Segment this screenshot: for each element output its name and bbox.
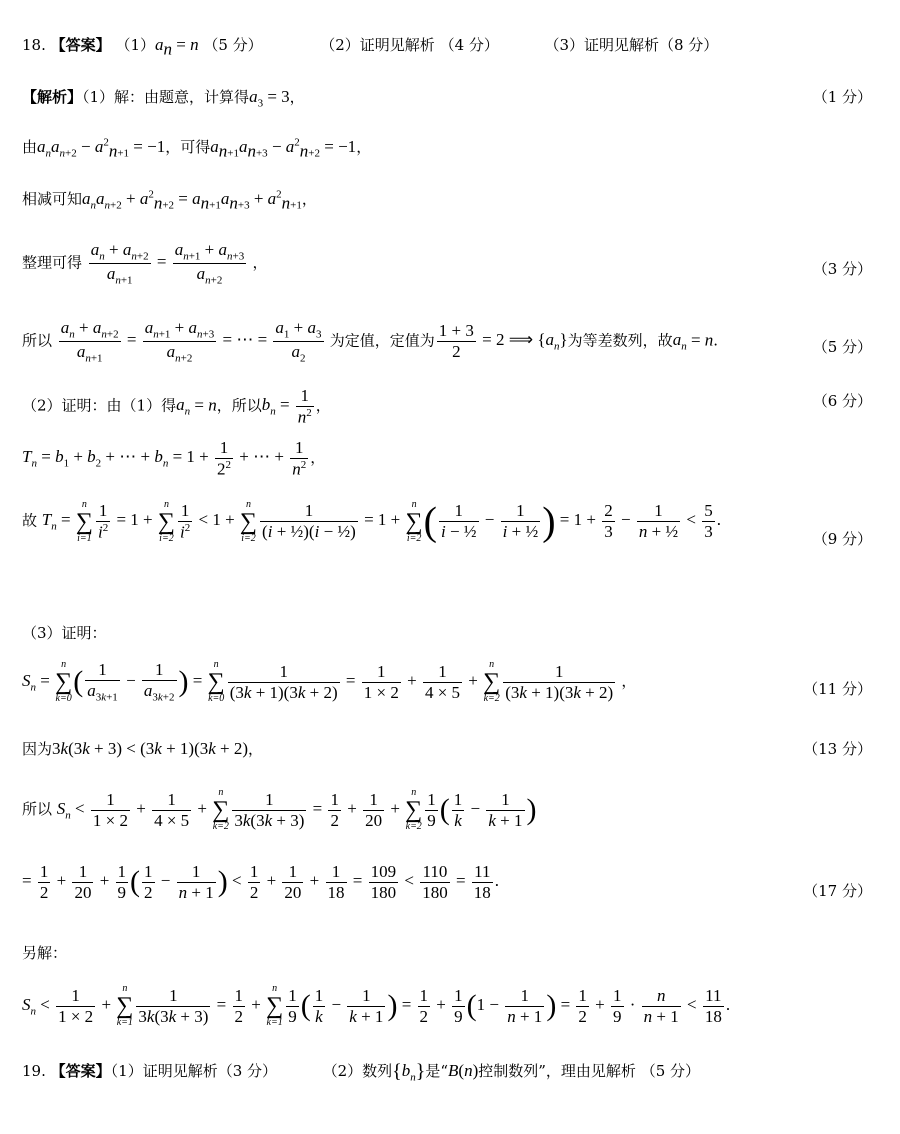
- formula-sn: $S_n$ = n ∑ k=0 ( $\frac{1}{a_{3k+1}}$ − $\frac{1}{a_{3k+2}}$ ) = n ∑ k=0 $\frac{1}{(3k + 1)(3k + 2)}$ = $\frac{1}{1 \times 2}$ + $\frac{1}{4 \times 5}$ + n ∑ k=2 $\frac{1}{(3k + 1)(3k + 2)}$: [22, 659, 614, 704]
- formula-constant-ratio: $\frac{a_n + a_{n+2}}{a_{n+1}}$ = $\frac{a_{n+1} + a_{n+3}}{a_{n+2}}$ = ⋯ = $\frac{a_1 + a_3}{a_2}$: [60, 318, 322, 365]
- analysis-text: 控制数列”，理由见解析: [478, 1062, 636, 1080]
- formula-sn-bound: $S_n$ < $\frac{1}{1 \times 2}$ + $\frac{1}{4 \times 5}$ + n ∑ k=2 $\frac{1}{3k(3k + 3)}$ = $\frac{1}{2}$ + $\frac{1}{20}$ + n ∑ k=2 $\frac{1}{9}$ ( $\frac{1}{k}$ − $\frac{1}{k + 1}$ ): [56, 787, 537, 832]
- analysis-text: ，所以: [216, 396, 262, 415]
- score-label: （3 分）: [812, 260, 872, 278]
- formula-an-eq-n: $a_n = n$: [176, 395, 217, 418]
- formula-tn-sum: $T_n = b_1 + b_2$ + ⋯ + $b_n = 1$ + $\frac{1}{2^2}$ + ⋯ + $\frac{1}{n^2}$: [22, 438, 307, 479]
- analysis-text: 为等差数列，故: [567, 331, 673, 350]
- analysis-text: 因为: [22, 740, 53, 758]
- analysis-line-7: $T_n = b_1 + b_2$ + ⋯ + $b_n = 1$ + $\frac{1}{2^2}$ + ⋯ + $\frac{1}{n^2}$ ，: [22, 438, 326, 479]
- formula-tn-bound: $T_n$ = n ∑ i=1 $\frac{1}{i^2}$ = 1 + n ∑ i=2 $\frac{1}{i^2}$ < 1 + n ∑ i=2 $\frac{1}{\text{(i + ½)(i − ½)}}$ = 1 + n ∑ i=2 ( $\frac{1}{\text{i − ½}}$ − $\frac{1}{\text{i + ½}}$ ) = 1 + $\frac{2}{3}$ − $\frac{1}{\text{n + ½}}$ < $\frac{5}{3}$ .: [41, 498, 722, 544]
- answer-part2-score: （4 分）: [439, 36, 499, 54]
- q18-number: 18.: [22, 36, 46, 54]
- analysis-text: 另解：: [22, 944, 68, 962]
- analysis-text: 所以: [22, 799, 53, 818]
- score-label: （1 分）: [812, 88, 872, 106]
- formula-ratio: $\frac{a_n + a_{n+2}}{a_{n+1}}$ = $\frac{a_{n+1} + a_{n+3}}{a_{n+2}}$: [90, 240, 245, 287]
- q19-answer-line: [22, 1060, 872, 1084]
- analysis-text: 所以: [22, 331, 53, 350]
- formula-bn-set: $\{b_n\}$: [392, 1060, 426, 1084]
- q19-answer-part1: （1）证明见解析（3 分）: [110, 1062, 278, 1080]
- q18-answer-line: [22, 34, 872, 59]
- analysis-line-2: 由$a_na_{n+2} - a^2_{n+1} = -1$，可得$a_{n+1}a_{n+3} - a^2_{n+2} = -1$，: [22, 136, 372, 161]
- analysis-text: 是“: [425, 1062, 449, 1080]
- answer-part3: （3）证明见解析（8 分）: [544, 36, 719, 54]
- analysis-text: 为定值，定值为: [329, 331, 435, 350]
- analysis-line-10: $S_n$ = n ∑ k=0 ( $\frac{1}{a_{3k+1}}$ − $\frac{1}{a_{3k+2}}$ ) = n ∑ k=0 $\frac{1}{(3k + 1)(3k + 2)}$ = $\frac{1}{1 \times 2}$ + $\frac{1}{4 \times 5}$ + n ∑ k=2 $\frac{1}{(3k + 1)(3k + 2)}$ ， （11 分）: [22, 659, 872, 704]
- analysis-text: ，可得: [165, 138, 211, 156]
- score-label: （6 分）: [812, 392, 872, 410]
- score-label: （11 分）: [803, 680, 872, 698]
- score-label: （17 分）: [803, 882, 872, 900]
- analysis-text: 相减可知: [22, 190, 83, 208]
- analysis-line-15: [22, 984, 872, 1028]
- analysis-line-9: [22, 622, 872, 643]
- formula-inequality: 3k(3k + 3) < (3k + 1)(3k + 2): [52, 739, 249, 758]
- answer-tag: 【答案】: [50, 1062, 111, 1080]
- formula-final-bound: = $\frac{1}{2}$ + $\frac{1}{20}$ + $\frac{1}{9}$ ( $\frac{1}{2}$ − $\frac{1}{n + 1}$ ) < $\frac{1}{2}$ + $\frac{1}{20}$ + $\frac{1}{18}$ = $\frac{109}{180}$ < $\frac{110}{180}$ = $\frac{11}{18}$ .: [22, 862, 500, 902]
- formula-an-eq-n: $a_n = n$: [154, 35, 199, 59]
- analysis-line-8: [22, 498, 872, 548]
- analysis-text: （1）解：由题意，计算得: [82, 88, 250, 106]
- analysis-line-14: [22, 942, 872, 963]
- formula-a3: $a_3 = 3$: [249, 87, 290, 110]
- analysis-text: 故: [22, 511, 38, 530]
- analysis-line-1: 【解析】（1）解：由题意，计算得$a_3 = 3$， （1 分）: [22, 87, 872, 110]
- answer-part1: （1）: [115, 36, 155, 54]
- analysis-line-6: （2）证明：由（1）得$a_n = n$，所以$b_n$ = $\frac{1}{n^2}$ ， （6 分）: [22, 386, 872, 427]
- analysis-tag: 【解析】: [22, 88, 83, 106]
- answer-part1-score: （5 分）: [203, 36, 263, 54]
- analysis-line-12: [22, 788, 872, 832]
- score-label: （9 分）: [812, 530, 872, 548]
- formula-alt-bound: $S_n$ < $\frac{1}{1 \times 2}$ + n ∑ k=1 $\frac{1}{3k(3k + 3)}$ = $\frac{1}{2}$ + n ∑ k=1 $\frac{1}{9}$ ( $\frac{1}{k}$ − $\frac{1}{k + 1}$ ) = $\frac{1}{2}$ + $\frac{1}{9}$ (1 − $\frac{1}{n + 1}$ ) = $\frac{1}{2}$ + $\frac{1}{9}$ · $\frac{n}{n + 1}$ < $\frac{11}{18}$ .: [22, 983, 731, 1028]
- formula-bn: $b_n$ = $\frac{1}{n^2}$: [261, 386, 312, 427]
- analysis-line-11: 因为3k(3k + 3) < (3k + 1)(3k + 2)， （13 分）: [22, 739, 872, 758]
- analysis-line-13: [22, 862, 872, 902]
- analysis-text: （3）证明：: [22, 624, 107, 642]
- analysis-line-5: 所以 $\frac{a_n + a_{n+2}}{a_{n+1}}$ = $\frac{a_{n+1} + a_{n+3}}{a_{n+2}}$ = ⋯ = $\frac{a_1 + a_3}{a_2}$ 为定值，定值为 $\frac{1 + 3}{2}$ = 2 ⟹ $\{a_n\}$为等差数列，故$a_n = n$. （5 分）: [22, 318, 872, 365]
- analysis-line-3: 相减可知$a_na_{n+2} + a^2_{n+2} = a_{n+1}a_{n+3} + a^2_{n+1}$，: [22, 188, 317, 213]
- answer-part2: （2）证明见解析: [320, 36, 435, 54]
- formula-Bn: B(n): [448, 1061, 479, 1080]
- formula-difference: $a_na_{n+2} + a^2_{n+2} = a_{n+1}a_{n+3} + a^2_{n+1}$: [82, 188, 302, 213]
- formula-recurrence: $a_na_{n+2} - a^2_{n+1} = -1$: [37, 136, 166, 161]
- q19-answer-part2: （2）数列: [322, 1062, 393, 1080]
- score-label: （5 分）: [812, 338, 872, 356]
- q19-answer-part2-score: （5 分）: [640, 1062, 701, 1080]
- score-label: （13 分）: [803, 740, 872, 758]
- formula-recurrence-shift: $a_{n+1}a_{n+3} - a^2_{n+2} = -1$: [210, 136, 357, 161]
- formula-an-eq-n: $a_n = n$: [672, 330, 714, 353]
- q19-number: 19.: [22, 1062, 46, 1080]
- analysis-text: （2）证明：由（1）得: [22, 396, 177, 415]
- analysis-line-4: 整理可得 $\frac{a_n + a_{n+2}}{a_{n+1}}$ = $\frac{a_{n+1} + a_{n+3}}{a_{n+2}}$ ， （3 分）: [22, 240, 872, 287]
- formula-constant-value: $\frac{1 + 3}{2}$ = 2 ⟹ $\{a_n\}$: [438, 321, 568, 362]
- analysis-text: 整理可得: [22, 253, 83, 272]
- answer-tag: 【答案】: [50, 36, 111, 54]
- analysis-text: 由: [22, 138, 38, 156]
